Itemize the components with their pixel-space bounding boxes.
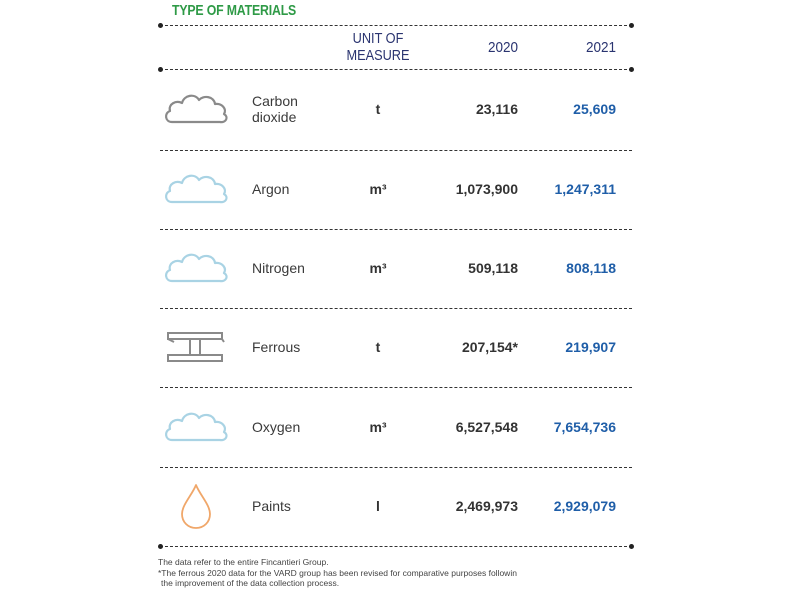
cloud-blue-icon bbox=[160, 388, 232, 466]
cloud-blue-icon bbox=[160, 150, 232, 228]
value-2020: 6,527,548 bbox=[455, 419, 518, 435]
unit-of-measure: t bbox=[375, 339, 381, 355]
column-header-unit-line1: UNIT OF bbox=[352, 30, 404, 47]
value-2021: 7,654,736 bbox=[553, 419, 616, 435]
column-header-unit-line2: MEASURE bbox=[346, 47, 410, 64]
footnote-ferrous-revision: *The ferrous 2020 data for the VARD group has been revised for comparative purposes followin bbox=[158, 567, 517, 578]
value-2021: 219,907 bbox=[565, 339, 616, 355]
unit-of-measure: m³ bbox=[369, 419, 387, 435]
value-2020: 509,118 bbox=[468, 260, 518, 276]
footnote-ferrous-revision-continued: the improvement of the data collection process. bbox=[161, 578, 340, 588]
unit-of-measure: l bbox=[376, 498, 380, 514]
header-top-rule bbox=[160, 25, 632, 26]
table-row-paints bbox=[160, 467, 632, 545]
value-2021: 25,609 bbox=[573, 101, 616, 117]
column-header-unit bbox=[342, 30, 413, 64]
material-name: Nitrogen bbox=[252, 260, 305, 276]
column-header-2020: 2020 bbox=[487, 39, 518, 56]
table-row-argon bbox=[160, 150, 632, 228]
value-2020: 23,116 bbox=[475, 101, 518, 117]
value-2021: 1,247,311 bbox=[554, 181, 616, 197]
section-title: TYPE OF MATERIALS bbox=[172, 2, 297, 19]
cloud-blue-icon bbox=[160, 229, 232, 307]
table-row-oxygen bbox=[160, 388, 632, 466]
column-header-2021: 2021 bbox=[585, 39, 616, 56]
value-2020: 207,154* bbox=[461, 339, 518, 355]
unit-of-measure: m³ bbox=[369, 181, 387, 197]
unit-of-measure: t bbox=[375, 101, 381, 117]
steel-beam-icon bbox=[160, 308, 232, 386]
paint-drop-icon bbox=[160, 467, 232, 545]
value-2021: 2,929,079 bbox=[553, 498, 616, 514]
table-row-carbon-dioxide bbox=[160, 70, 632, 148]
material-name: Oxygen bbox=[252, 419, 301, 435]
unit-of-measure: m³ bbox=[369, 260, 387, 276]
material-name: Argon bbox=[252, 181, 290, 197]
footnotes bbox=[158, 557, 628, 589]
table-row-ferrous bbox=[160, 308, 632, 386]
value-2021: 808,118 bbox=[566, 260, 616, 276]
value-2020: 1,073,900 bbox=[455, 181, 518, 197]
material-name: Ferrous bbox=[252, 339, 301, 355]
table-bottom-rule bbox=[160, 546, 632, 547]
material-name: Carbon dioxide bbox=[252, 93, 298, 125]
cloud-gray-icon bbox=[160, 70, 232, 148]
footnote-scope: The data refer to the entire Fincantieri Group. bbox=[158, 557, 329, 567]
material-name: Paints bbox=[252, 498, 291, 514]
table-row-nitrogen bbox=[160, 229, 632, 307]
value-2020: 2,469,973 bbox=[455, 498, 518, 514]
